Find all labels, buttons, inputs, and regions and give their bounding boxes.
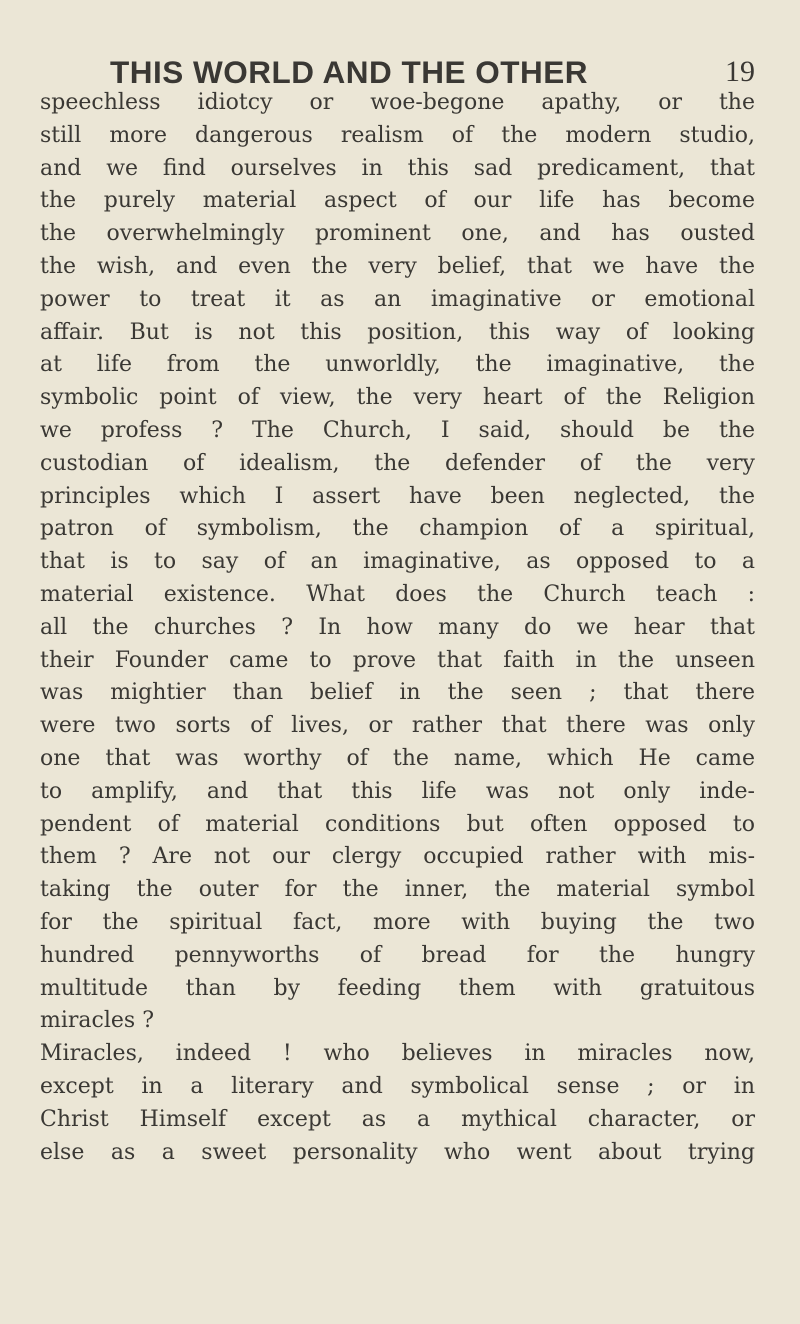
body-text bbox=[40, 87, 755, 1169]
text-line: we profess ? The Church, I said, should be the bbox=[40, 417, 755, 443]
text-line: Miracles, indeed ! who believes in miracles now, bbox=[40, 1041, 755, 1067]
text-line: the wish, and even the very belief, that we have the bbox=[40, 253, 755, 279]
text-line: pendent of material conditions but often opposed to bbox=[40, 811, 755, 837]
paragraph-end-line: miracles ? bbox=[40, 1008, 154, 1034]
text-line: the purely material aspect of our life has become bbox=[40, 188, 755, 214]
text-line: that is to say of an imaginative, as opposed to a bbox=[40, 549, 755, 575]
text-line: principles which I assert have been neglected, the bbox=[40, 483, 755, 509]
text-line: were two sorts of lives, or rather that there was only bbox=[40, 713, 755, 739]
text-line: else as a sweet personality who went about trying bbox=[40, 1139, 755, 1165]
text-line: them ? Are not our clergy occupied rather with mis- bbox=[40, 844, 755, 870]
text-line: was mightier than belief in the seen ; that there bbox=[40, 680, 755, 706]
text-line: one that was worthy of the name, which He came bbox=[40, 745, 755, 771]
text-line: except in a literary and symbolical sense ; or in bbox=[40, 1073, 755, 1099]
text-line: material existence. What does the Church teach : bbox=[40, 581, 755, 607]
text-line: at life from the unworldly, the imaginative, the bbox=[40, 352, 755, 378]
text-line: their Founder came to prove that faith in the unseen bbox=[40, 647, 755, 673]
text-line: hundred pennyworths of bread for the hungry bbox=[40, 942, 755, 968]
text-line: power to treat it as an imaginative or emotional bbox=[40, 286, 755, 312]
running-title: THIS WORLD AND THE OTHER bbox=[110, 54, 589, 90]
page-number: 19 bbox=[725, 55, 755, 88]
text-line: still more dangerous realism of the modern studio, bbox=[40, 122, 755, 148]
text-line: patron of symbolism, the champion of a spiritual, bbox=[40, 516, 755, 542]
text-line: all the churches ? In how many do we hear that bbox=[40, 614, 755, 640]
text-line: custodian of idealism, the defender of the very bbox=[40, 450, 755, 476]
text-line: taking the outer for the inner, the material symbol bbox=[40, 877, 755, 903]
text-line: Christ Himself except as a mythical character, or bbox=[40, 1106, 755, 1132]
text-line: to amplify, and that this life was not only inde- bbox=[40, 778, 755, 804]
text-line: for the spiritual fact, more with buying the two bbox=[40, 909, 755, 935]
text-line: the overwhelmingly prominent one, and has ousted bbox=[40, 221, 755, 247]
running-head bbox=[40, 52, 755, 92]
text-line: affair. But is not this position, this way of looking bbox=[40, 319, 755, 345]
text-line: speechless idiotcy or woe-begone apathy, or the bbox=[40, 90, 755, 115]
text-line: and we find ourselves in this sad predicament, that bbox=[40, 155, 755, 181]
text-line: multitude than by feeding them with gratuitous bbox=[40, 975, 755, 1001]
text-line: symbolic point of view, the very heart of the Religion bbox=[40, 385, 755, 411]
